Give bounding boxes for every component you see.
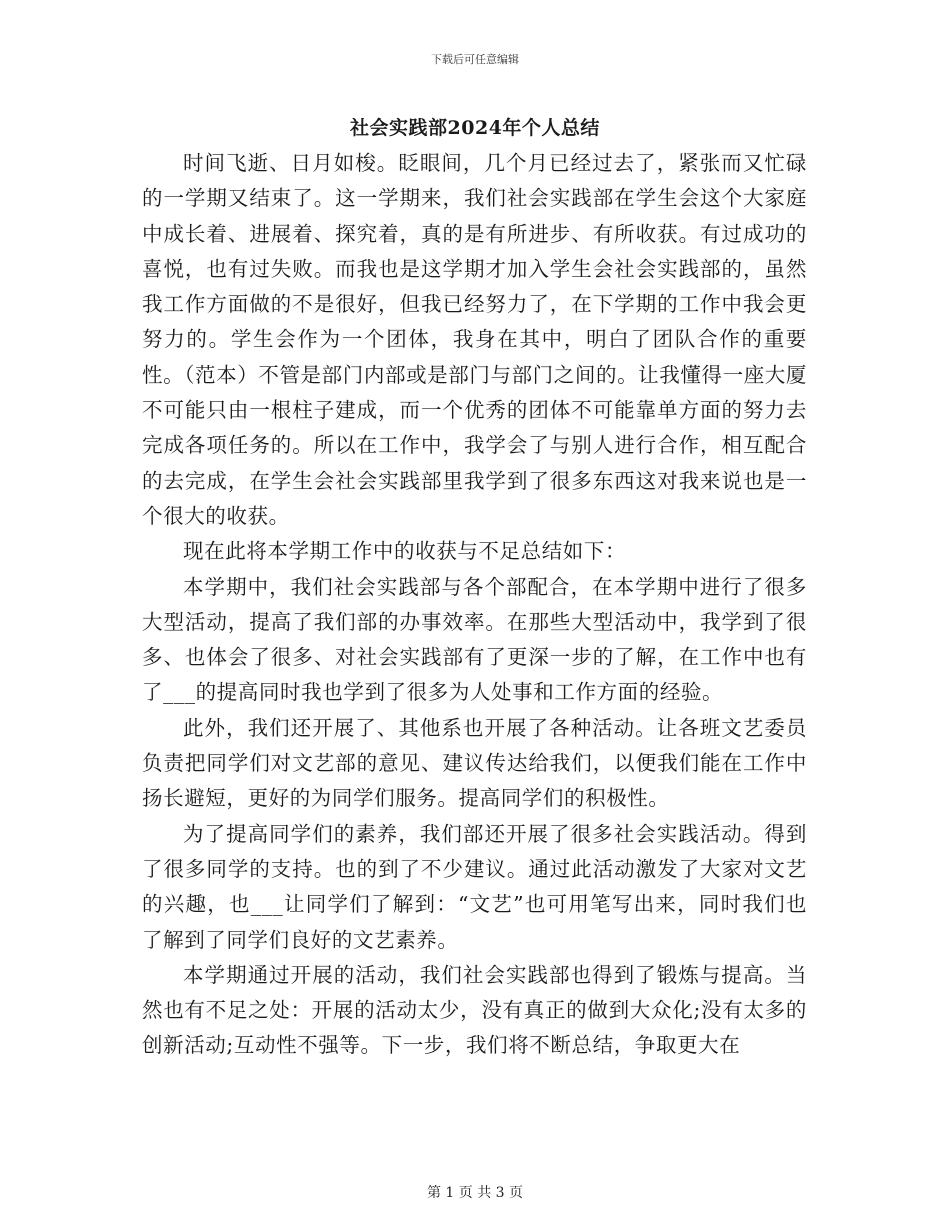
header-note: 下载后可任意编辑 [431,53,519,66]
paragraph-summary-lead: 现在此将本学期工作中的收获与不足总结如下： [183,539,627,564]
document-title: 社会实践部2024年个人总结 [350,117,600,139]
paragraph-practice: 为了提高同学们的素养，我们部还开展了很多社会实践活动。得到了很多同学的支持。也的到了不少建议。通过此活动激发了大家对文艺的兴趣，也___让同学们了解到：“文艺”也可用笔写出来，同时我们也了解到了同学们良好的文艺素养。 [142,821,807,952]
paragraph-intro: 时间飞逝、日月如梭。眨眼间，几个月已经过去了，紧张而又忙碌的一学期又结束了。这一学期来，我们社会实践部在学生会这个大家庭中成长着、进展着、探究着，真的是有所进步、有所收获。有过成功的喜悦，也有过失败。而我也是这学期才加入学生会社会实践部的，虽然我工作方面做的不是很好，但我已经努力了，在下学期的工作中我会更努力的。学生会作为一个团体，我身在其中，明白了团队合作的重要性。（范本）不管是部门内部或是部门与部门之间的。让我懂得一座大厦不可能只由一根柱子建成，而一个优秀的团体不可能靠单方面的努力去完成各项任务的。所以在工作中，我学会了与别人进行合作，相互配合的去完成，在学生会社会实践部里我学到了很多东西这对我来说也是一个很大的收获。 [142,151,807,528]
paragraph-shortcomings: 本学期通过开展的活动，我们社会实践部也得到了锻炼与提高。当然也有不足之处：开展的活动太少，没有真正的做到大众化;没有太多的创新活动;互动性不强等。下一步，我们将不断总结，争取更大在 [142,962,807,1058]
document-body [142,146,807,1064]
paragraph-activities: 本学期中，我们社会实践部与各个部配合，在本学期中进行了很多大型活动，提高了我们部的办事效率。在那些大型活动中，我学到了很多、也体会了很多、对社会实践部有了更深一步的了解，在工作中也有了___的提高同时我也学到了很多为人处事和工作方面的经验。 [142,574,807,705]
page-number: 第 1 页 共 3 页 [426,1185,524,1201]
paragraph-other-activities: 此外，我们还开展了、其他系也开展了各种活动。让各班文艺委员负责把同学们对文艺部的意见、建议传达给我们，以便我们能在工作中扬长避短，更好的为同学们服务。提高同学们的积极性。 [142,715,807,811]
